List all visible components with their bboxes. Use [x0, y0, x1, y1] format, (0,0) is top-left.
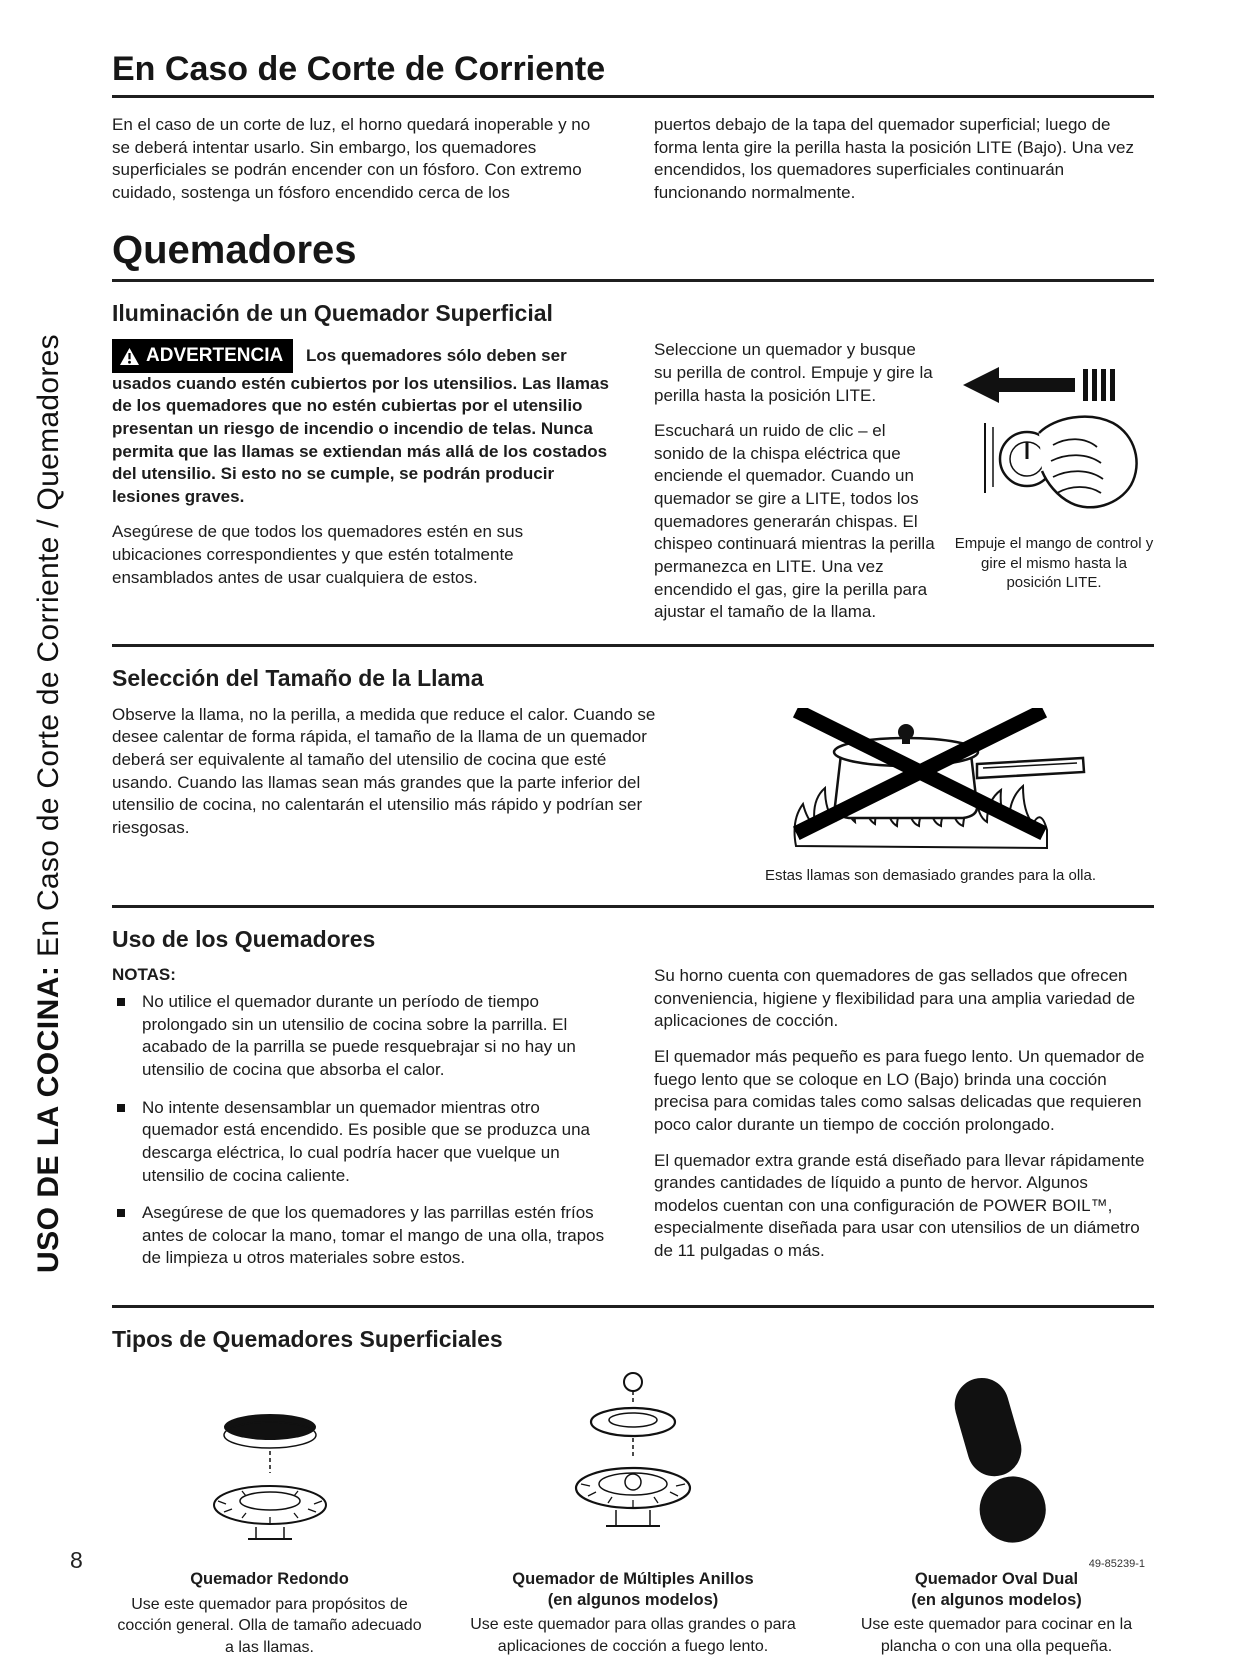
paragraph: El quemador extra grande está diseñado para llevar rápidamente grandes cantidades de líquido a punto de hervor. Algunos modelos cuentan con una configuración de POWER BOIL™, especialmente diseñada para usar con utensilios de un diámetro de 11 pulgadas o más.	[654, 1150, 1145, 1260]
paragraph: En el caso de un corte de luz, el horno quedará inoperable y no se deberá intentar usarlo. Sin embargo, los quemadores superficiales se podrán encender con un fósforo. Con extremo cuidado, sostenga un fósforo encendido cerca de los	[112, 115, 591, 202]
oversized-flame-figure	[707, 704, 1154, 886]
flame-figure-caption: Estas llamas son demasiado grandes para la olla.	[764, 866, 1097, 884]
round-burner-figure	[112, 1365, 427, 1555]
warning-icon	[119, 347, 140, 366]
burner-type-text: Use este quemador para propósitos de cocción general. Olla de tamaño adecuado a las llamas.	[117, 1595, 422, 1656]
burner-type-subtitle: (en algunos modelos)	[911, 1590, 1082, 1609]
section-heading-flame-size: Selección del Tamaño de la Llama	[112, 664, 484, 691]
paragraph: Asegúrese de que todos los quemadores estén en sus ubicaciones correspondientes y que estén totalmente ensamblados antes de usar cualquiera de estos.	[112, 522, 524, 587]
burner-type-multi-ring	[463, 1365, 803, 1658]
flame-size-columns	[112, 704, 1154, 886]
list-item: Asegúrese de que los quemadores y las parrillas estén fríos antes de colocar la mano, tomar el mango de una olla, trapos de limpieza u otros materiales sobre estos.	[112, 1202, 612, 1270]
title-rule	[112, 279, 1154, 282]
warning-paragraph	[112, 339, 612, 508]
warning-badge	[112, 339, 293, 372]
section-heading-lighting: Iluminación de un Quemador Superficial	[112, 300, 553, 327]
burner-type-title: Quemador Oval Dual	[914, 1569, 1079, 1588]
knob-push-illustration	[957, 361, 1152, 526]
notes-label: NOTAS:	[112, 965, 176, 985]
burner-type-subtitle: (en algunos modelos)	[547, 1590, 719, 1609]
burner-types-row	[112, 1365, 1154, 1658]
page-title: En Caso de Corte de Corriente	[112, 50, 606, 88]
burner-type-round	[112, 1365, 427, 1658]
paragraph: Escuchará un ruido de clic – el sonido de la chispa eléctrica que enciende el quemador. Cuando un quemador se gire a LITE, todos los quemadores generarán chispas. El chispeo continuará mientras la perilla permanezca en LITE. Una vez encendido el gas, gire la perilla para ajustar el tamaño de la llama.	[654, 421, 935, 622]
sidebar-vertical-title	[34, 58, 86, 1273]
list-item: No utilice el quemador durante un período de tiempo prolongado sin un utensilio de cocina sobre la parrilla. El acabado de la parrilla se puede resquebrajar si no hay un utensilio de cocina que absorba el calor.	[112, 991, 612, 1081]
lighting-right-column	[654, 339, 1154, 623]
warning-label: ADVERTENCIA	[146, 345, 284, 367]
burner-type-text: Use este quemador para cocinar en la plancha o con una olla pequeña.	[860, 1616, 1133, 1655]
paragraph: Observe la llama, no la perilla, a medida que reduce el calor. Cuando se desee calentar de forma rápida, el tamaño de la llama de un quemador deberá ser equivalente al tamaño del utensilio de cocina que esté usando. Cuando las llamas sean más grandes que la parte inferior del utensilio de cocina, no calentarán el utensilio más rápido y podrían ser riesgosas.	[112, 704, 656, 837]
title-rule	[112, 95, 1154, 98]
paragraph: Seleccione un quemador y busque su perilla de control. Empuje y gire la perilla hasta la posición LITE.	[654, 340, 933, 405]
round-burner-illustration	[190, 1405, 350, 1555]
lighting-left-column	[112, 339, 612, 623]
document-number: 49-85239-1	[1088, 1558, 1145, 1570]
page-number: 8	[70, 1547, 83, 1573]
burners-title: Quemadores	[112, 228, 357, 273]
knob-figure-caption: Empuje el mango de control y gire el mismo hasta la posición LITE.	[954, 535, 1154, 592]
pot-flames-crossed-illustration	[741, 708, 1121, 858]
multi-ring-burner-figure	[463, 1365, 803, 1555]
sidebar-section-label: USO DE LA COCINA:	[32, 965, 65, 1273]
burner-type-title: Quemador Redondo	[190, 1569, 349, 1588]
lighting-columns	[112, 339, 1154, 623]
section-rule	[112, 1305, 1154, 1308]
sidebar-chapter-label: En Caso de Corte de Corriente / Quemadores	[32, 334, 65, 966]
page-content	[112, 50, 1154, 1658]
oval-dual-burner-illustration	[927, 1370, 1067, 1555]
section-heading-usage: Uso de los Quemadores	[112, 926, 376, 953]
section-heading-types: Tipos de Quemadores Superficiales	[112, 1325, 503, 1352]
section-rule	[112, 905, 1154, 908]
paragraph: Su horno cuenta con quemadores de gas sellados que ofrecen conveniencia, higiene y flexibilidad para una amplia variedad de aplicaciones de cocción.	[654, 966, 1136, 1031]
usage-text-column	[654, 965, 1154, 1285]
notes-list	[112, 991, 612, 1270]
usage-notes-column	[112, 965, 612, 1285]
paragraph: puertos debajo de la tapa del quemador superficial; luego de forma lenta gire la perilla hasta la posición LITE (Bajo). Una vez encendidos, los quemadores superficiales continuarán funcionando normalmente.	[654, 115, 1135, 202]
list-item: No intente desensamblar un quemador mientras otro quemador está encendido. Es posible que se produzca una descarga eléctrica, lo cual podría hacer que vuelque un utensilio de cocina caliente.	[112, 1097, 612, 1187]
multi-ring-burner-illustration	[548, 1370, 718, 1555]
oval-dual-burner-figure	[839, 1365, 1154, 1555]
power-outage-columns	[112, 114, 1154, 204]
usage-columns	[112, 965, 1154, 1285]
section-rule	[112, 644, 1154, 647]
warning-text: Los quemadores sólo deben ser usados cuando estén cubiertos por los utensilios. Las llamas de los quemadores que no estén cubiertas por el utensilio presentan un riesgo de incendio o incendio de telas. Nunca permita que las llamas se extiendan más allá de los costados del utensilio. Si esto no se cumple, se podrán producir lesiones graves.	[112, 346, 609, 506]
burner-type-text: Use este quemador para ollas grandes o para aplicaciones de cocción a fuego lento.	[470, 1616, 796, 1655]
knob-figure	[954, 361, 1154, 593]
burner-type-oval-dual	[839, 1365, 1154, 1658]
paragraph: El quemador más pequeño es para fuego lento. Un quemador de fuego lento que se coloque en LO (Bajo) brinda una cocción precisa para comidas tales como salsas delicadas que requieren poco calor durante un tiempo de cocción prolongado.	[654, 1047, 1145, 1134]
burner-type-title: Quemador de Múltiples Anillos	[512, 1569, 754, 1588]
